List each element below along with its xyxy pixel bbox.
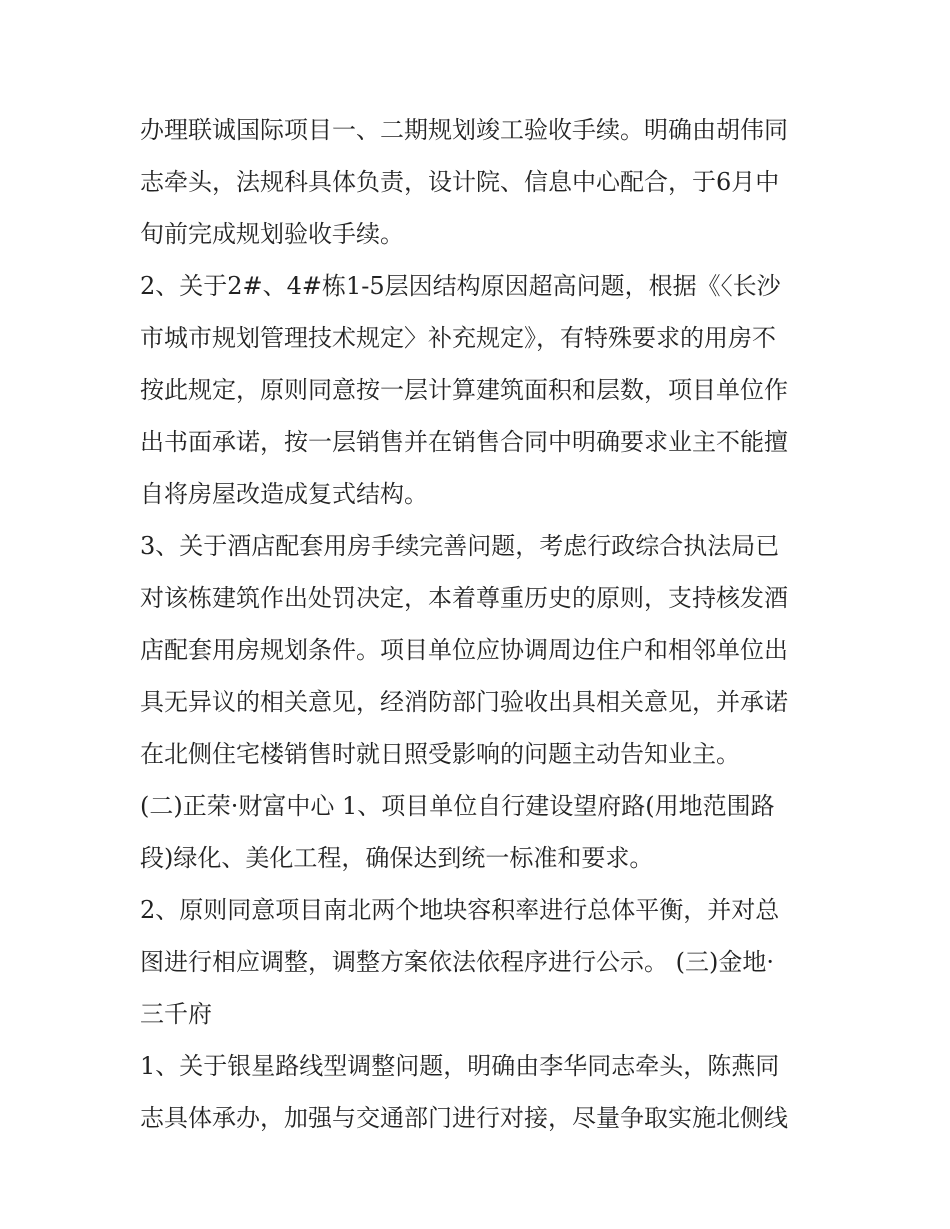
text-line: 三千府 (140, 1000, 212, 1028)
text-line: 自将房屋改造成复式结构。 (140, 480, 428, 508)
document-body (140, 104, 820, 1144)
text-line: 对该栋建筑作出处罚决定，本着尊重历史的原则，支持核发酒 (140, 584, 788, 612)
text-line: 2、原则同意项目南北两个地块容积率进行总体平衡，并对总 (140, 896, 780, 924)
text-line: 具无异议的相关意见，经消防部门验收出具相关意见，并承诺 (140, 688, 788, 716)
text-line: 店配套用房规划条件。项目单位应协调周边住户和相邻单位出 (140, 636, 788, 664)
text-line: 图进行相应调整，调整方案依法依程序进行公示。 (三)金地· (140, 948, 774, 976)
text-line: 旬前完成规划验收手续。 (140, 220, 404, 248)
text-line: 按此规定，原则同意按一层计算建筑面积和层数，项目单位作 (140, 376, 788, 404)
text-line: 2、关于2#、4#栋1-5层因结构原因超高问题，根据《〈长沙 (140, 272, 781, 300)
text-line: 市城市规划管理技术规定〉补充规定》，有特殊要求的用房不 (140, 324, 776, 352)
text-line: 在北侧住宅楼销售时就日照受影响的问题主动告知业主。 (140, 740, 740, 768)
text-line: 志具体承办，加强与交通部门进行对接，尽量争取实施北侧线 (140, 1104, 788, 1132)
text-line: 办理联诚国际项目一、二期规划竣工验收手续。明确由胡伟同 (140, 116, 788, 144)
text-line: 1、关于银星路线型调整问题，明确由李华同志牵头，陈燕同 (140, 1052, 780, 1080)
text-line: 出书面承诺，按一层销售并在销售合同中明确要求业主不能擅 (140, 428, 788, 456)
text-line: 段)绿化、美化工程，确保达到统一标准和要求。 (140, 844, 654, 872)
text-line: 志牵头，法规科具体负责，设计院、信息中心配合，于6月中 (140, 168, 780, 196)
text-line: (二)正荣·财富中心 1、项目单位自行建设望府路(用地范围路 (140, 792, 775, 820)
text-line: 3、关于酒店配套用房手续完善问题，考虑行政综合执法局已 (140, 532, 780, 560)
